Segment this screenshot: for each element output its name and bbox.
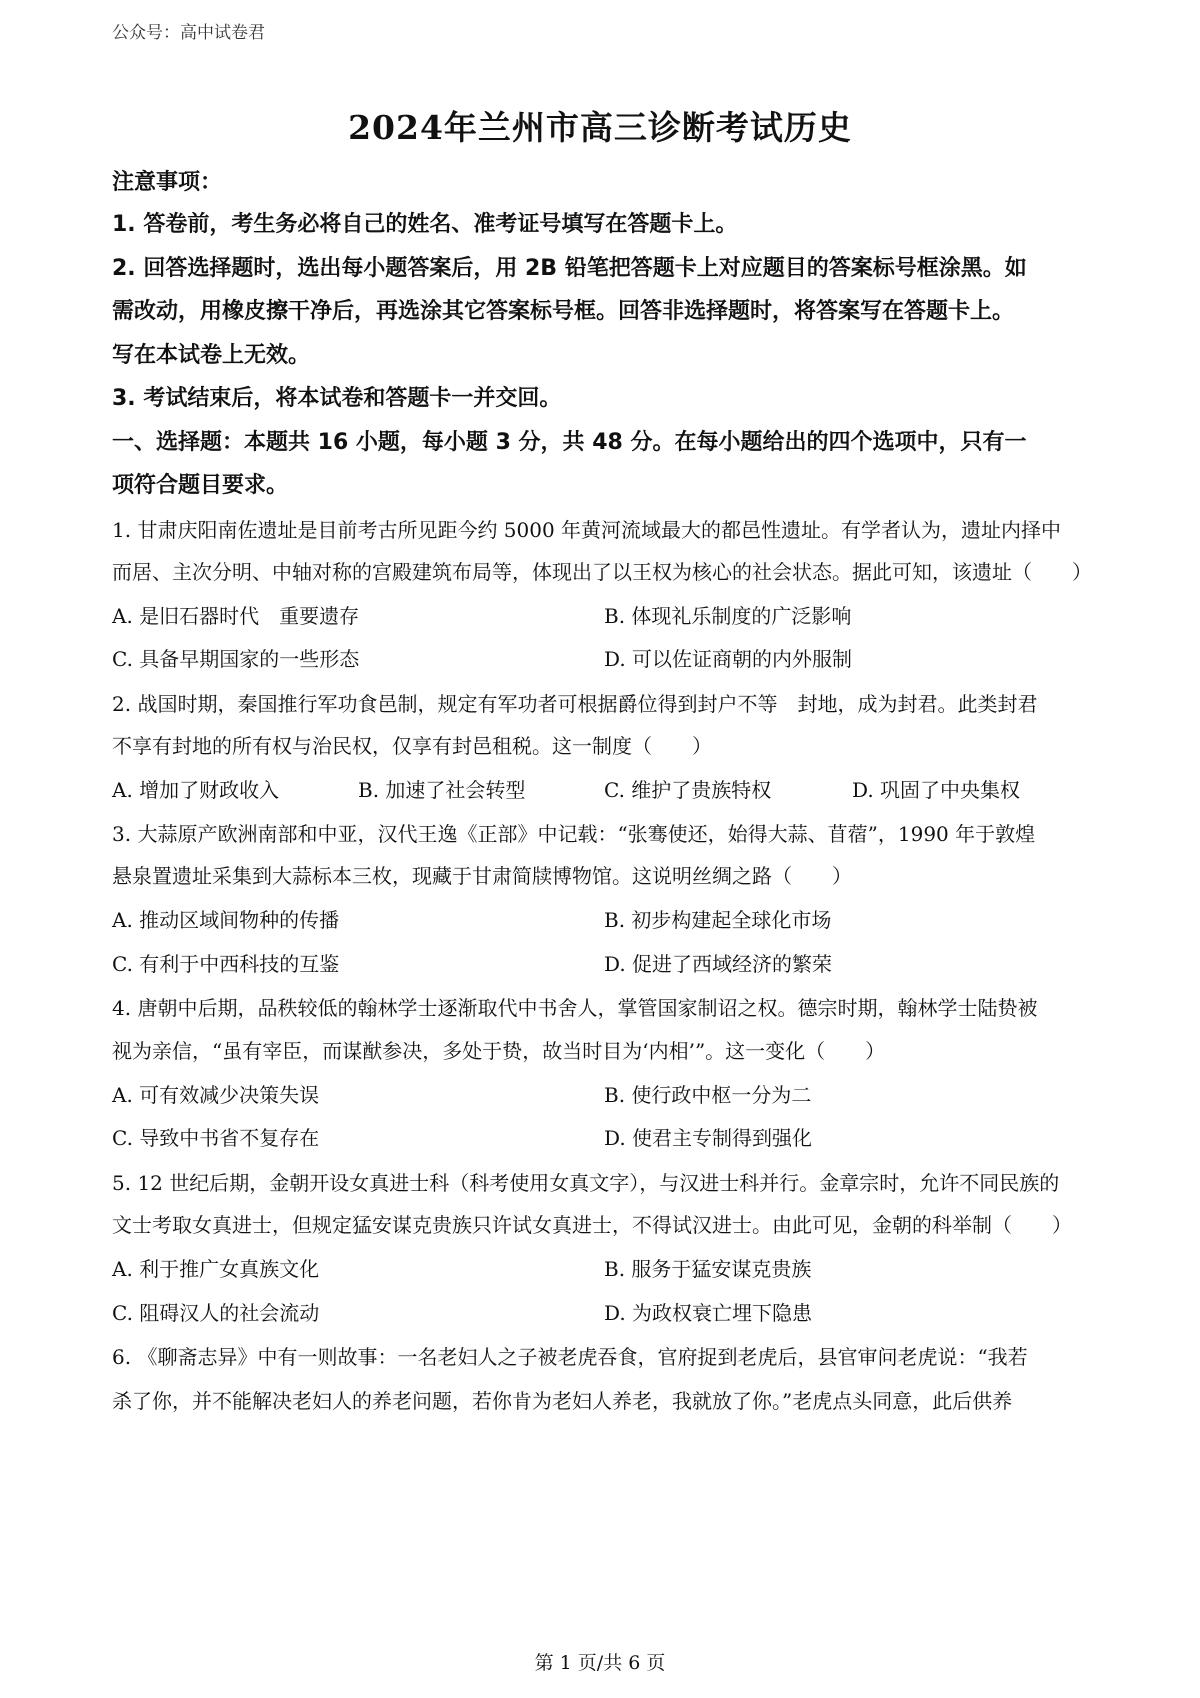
notice-item-2-cont: 需改动，用橡皮擦干净后，再选涂其它答案标号框。回答非选择题时，将答案写在答题卡上。	[112, 299, 1015, 324]
question-3-line-1: 3. 大蒜原产欧洲南部和中亚，汉代王逸《正部》中记载：“张骞使还，始得大蒜、苜蓿”，1990 年于敦煌	[112, 822, 1036, 846]
question-4-line-1: 4. 唐朝中后期，品秩较低的翰林学士逐渐取代中书舍人，掌管国家制诏之权。德宗时期，翰林学士陆贽被	[112, 996, 1038, 1020]
question-4-line-2: 视为亲信，“虽有宰臣，而谋猷参决，多处于贽，故当时目为‘内相’”。这一变化（ ）	[112, 1039, 886, 1063]
question-2-line-2: 不享有封地的所有权与治民权，仅享有封邑租税。这一制度（ ）	[112, 734, 712, 758]
question-2-option-c: C. 维护了贵族特权	[604, 778, 772, 802]
notice-item-2-cont2: 写在本试卷上无效。	[112, 343, 311, 368]
question-4-option-d: D. 使君主专制得到强化	[604, 1126, 813, 1150]
notice-item-1: 1. 答卷前，考生务必将自己的姓名、准考证号填写在答题卡上。	[112, 212, 738, 237]
question-3-option-c: C. 有利于中西科技的互鉴	[112, 952, 340, 976]
page-title: 2024年兰州市高三诊断考试历史	[348, 108, 852, 147]
question-2-option-a: A. 增加了财政收入	[112, 778, 280, 802]
question-3-option-b: B. 初步构建起全球化市场	[604, 908, 832, 932]
notice-heading: 注意事项：	[112, 170, 223, 195]
section-heading-cont: 项符合题目要求。	[112, 473, 289, 498]
question-5-option-c: C. 阻碍汉人的社会流动	[112, 1301, 320, 1325]
question-1-option-a: A. 是旧石器时代 重要遗存	[112, 604, 360, 628]
question-1-option-b: B. 体现礼乐制度的广泛影响	[604, 604, 852, 628]
question-6-line-2: 杀了你，并不能解决老妇人的养老问题，若你肯为老妇人养老，我就放了你。”老虎点头同意，此后供养	[112, 1389, 1013, 1413]
question-1-line-2: 而居、主次分明、中轴对称的宫殿建筑布局等，体现出了以王权为核心的社会状态。据此可知，该遗址（ ）	[112, 560, 1092, 584]
question-5-line-2: 文士考取女真进士，但规定猛安谋克贵族只许试女真进士，不得试汉进士。由此可见，金朝的科举制（ ）	[112, 1213, 1072, 1237]
question-1-option-d: D. 可以佐证商朝的内外服制	[604, 647, 853, 671]
question-2-option-d: D. 巩固了中央集权	[852, 778, 1021, 802]
question-5-option-b: B. 服务于猛安谋克贵族	[604, 1257, 812, 1281]
question-2-line-1: 2. 战国时期，秦国推行军功食邑制，规定有军功者可根据爵位得到封户不等 封地，成为封君。此类封君	[112, 692, 1038, 716]
question-1-line-1: 1. 甘肃庆阳南佐遗址是目前考古所见距今约 5000 年黄河流域最大的都邑性遗址。有学者认为，遗址内择中	[112, 518, 1062, 542]
header-note: 公众号：高中试卷君	[112, 23, 265, 43]
question-5-option-d: D. 为政权衰亡埋下隐患	[604, 1301, 813, 1325]
notice-item-3: 3. 考试结束后，将本试卷和答题卡一并交回。	[112, 386, 562, 411]
question-4-option-a: A. 可有效减少决策失误	[112, 1083, 320, 1107]
question-5-option-a: A. 利于推广女真族文化	[112, 1257, 320, 1281]
section-heading: 一、选择题：本题共 16 小题，每小题 3 分，共 48 分。在每小题给出的四个选项中，只有一	[112, 430, 1027, 455]
question-5-line-1: 5. 12 世纪后期，金朝开设女真进士科（科考使用女真文字），与汉进士科并行。金章宗时，允许不同民族的	[112, 1171, 1060, 1195]
question-4-option-c: C. 导致中书省不复存在	[112, 1126, 320, 1150]
question-6-line-1: 6. 《聊斋志异》中有一则故事：一名老妇人之子被老虎吞食，官府捉到老虎后，县官审问老虎说：“我若	[112, 1345, 1028, 1369]
question-3-option-a: A. 推动区域间物种的传播	[112, 908, 340, 932]
question-3-option-d: D. 促进了西域经济的繁荣	[604, 952, 833, 976]
question-2-option-b: B. 加速了社会转型	[358, 778, 526, 802]
question-1-option-c: C. 具备早期国家的一些形态	[112, 647, 360, 671]
notice-item-2: 2. 回答选择题时，选出每小题答案后，用 2B 铅笔把答题卡上对应题目的答案标号框涂黑。如	[112, 256, 1027, 281]
question-4-option-b: B. 使行政中枢一分为二	[604, 1083, 812, 1107]
question-3-line-2: 悬泉置遗址采集到大蒜标本三枚，现藏于甘肃简牍博物馆。这说明丝绸之路（ ）	[112, 864, 852, 888]
page-number: 第 1 页/共 6 页	[534, 1652, 666, 1674]
